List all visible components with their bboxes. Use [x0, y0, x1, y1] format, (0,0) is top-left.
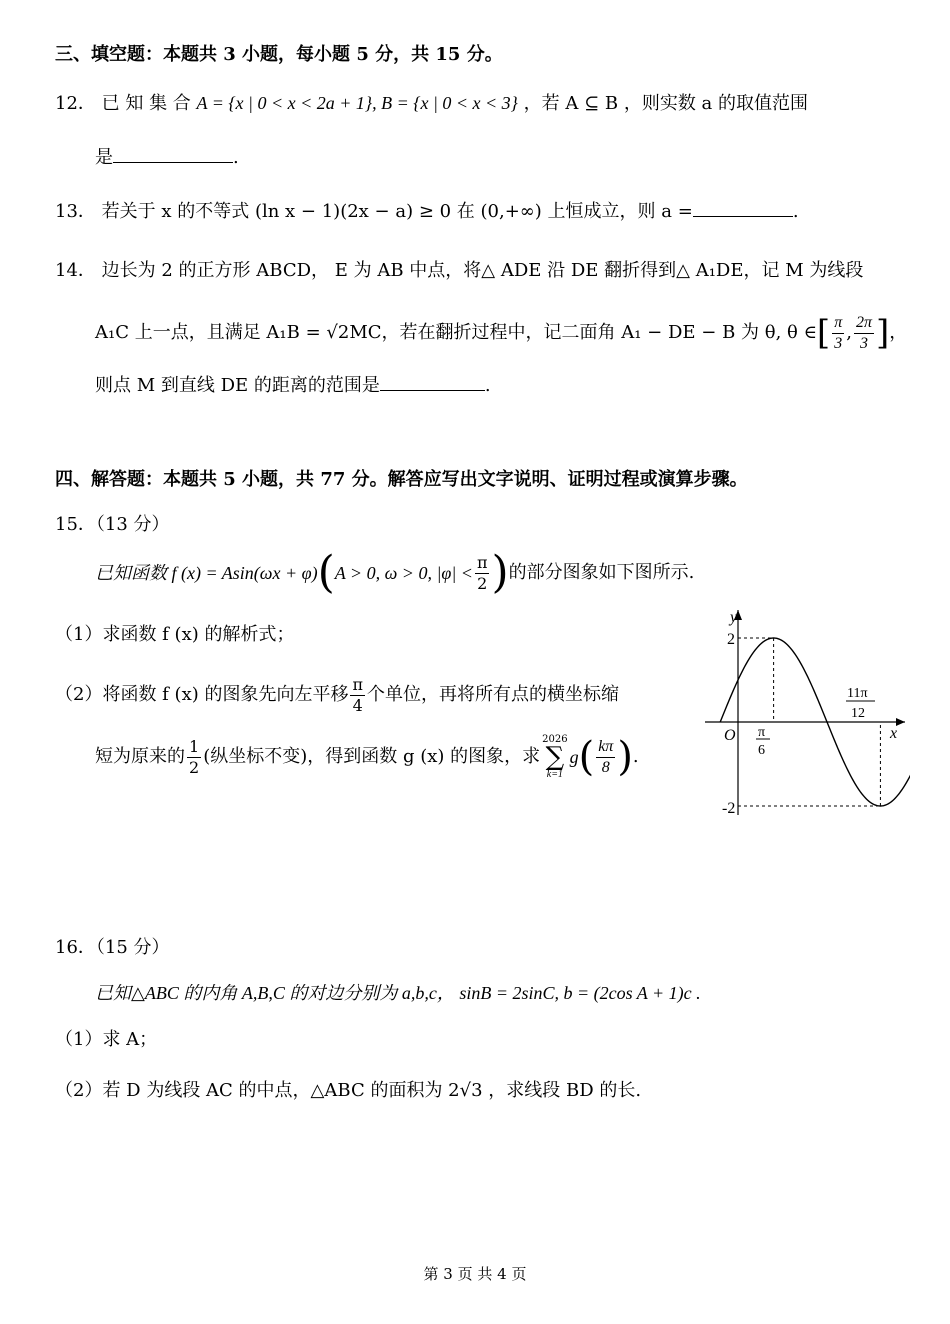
interval-lower-numerator: π — [832, 313, 844, 334]
part2-text-b: 个单位，再将所有点的横坐标缩 — [367, 684, 619, 705]
summation-function: g — [569, 747, 579, 767]
question-14-line2-text: A₁C 上一点，且满足 A₁B = √2MC，若在翻折过程中，记二面角 A₁ − DE − B 为 θ, θ ∈ — [95, 322, 817, 343]
question-12-condition: ，若 A ⊆ B ，则实数 a 的取值范围 — [523, 93, 808, 114]
question-15-part2-line1 — [55, 672, 619, 718]
scale-fraction — [187, 737, 201, 778]
y-axis-label: y — [730, 609, 738, 626]
question-15-intro-end: 的部分图象如下图所示. — [508, 562, 695, 583]
question-15-part2-line2 — [95, 730, 639, 784]
shift-numerator: π — [352, 674, 363, 694]
paren-close: ) — [491, 547, 509, 598]
sum-paren-open: ( — [578, 734, 595, 780]
y-min-label: -2 — [722, 800, 736, 817]
phi-bound-numerator: π — [476, 552, 488, 572]
x1-numerator: π — [758, 725, 766, 740]
paren-open: ( — [317, 547, 335, 598]
sine-graph — [700, 600, 910, 825]
interval-separator: , — [846, 322, 852, 343]
summation — [542, 734, 567, 780]
part2-text-d: (纵坐标不变)，得到函数 g (x) 的图象，求 — [203, 746, 541, 767]
question-14-number: 14． — [55, 260, 96, 281]
summation-lower: k=1 — [546, 769, 563, 780]
origin-label: O — [724, 727, 736, 744]
question-13-end: . — [792, 201, 799, 222]
answer-blank-13[interactable] — [693, 198, 793, 217]
interval-upper-denominator: 3 — [859, 334, 868, 352]
x2-denominator: 12 — [851, 706, 865, 721]
shift-denominator: 4 — [352, 695, 363, 715]
question-12-tail: 是 — [95, 147, 113, 168]
y-max-label: 2 — [727, 631, 735, 648]
question-14-line1 — [55, 258, 863, 284]
question-12-end: . — [233, 147, 239, 168]
sum-paren-close: ) — [617, 734, 633, 780]
sum-argument-numerator: kπ — [596, 737, 615, 758]
function-definition: 已知函数 f (x) = Asin(ωx + φ) — [95, 563, 318, 583]
function-conditions: A > 0, ω > 0, |φ| < — [334, 563, 473, 583]
interval-lower-denominator: 3 — [834, 334, 843, 352]
summation-sigma: ∑ — [545, 742, 565, 772]
part2-text-c: 短为原来的 — [95, 746, 185, 767]
interval-open-bracket: [ — [816, 313, 831, 353]
section-4-heading: 四、解答题：本题共 5 小题，共 77 分。解答应写出文字说明、证明过程或演算步骤。 — [55, 469, 748, 490]
question-15-intro — [95, 548, 694, 598]
question-16-part2: （2）若 D 为线段 AC 的中点，△ABC 的面积为 2√3 ，求线段 BD 的长. — [55, 1080, 642, 1101]
question-14-line2 — [95, 305, 907, 361]
x-axis-label: x — [890, 725, 898, 742]
part2-end: . — [632, 746, 639, 767]
question-13 — [55, 198, 799, 225]
scale-denominator: 2 — [189, 757, 200, 777]
shift-fraction — [350, 675, 365, 716]
question-12-line1 — [55, 90, 910, 117]
question-12-sets: A = {x | 0 < x < 2a + 1}, B = {x | 0 < x < 3} — [196, 93, 518, 113]
phi-bound-denominator: 2 — [477, 573, 488, 593]
question-16-part1: （1）求 A； — [55, 1029, 158, 1050]
section-3-heading: 三、填空题：本题共 3 小题，每小题 5 分，共 15 分。 — [55, 44, 503, 65]
question-14-line1-text: 边长为 2 的正方形 ABCD， E 为 AB 中点，将△ ADE 沿 DE 翻折得到△ A₁DE，记 M 为线段 — [101, 260, 864, 281]
answer-blank-14[interactable] — [380, 372, 485, 391]
page-footer: 第 3 页 共 4 页 — [423, 1265, 527, 1283]
x1-denominator: 6 — [758, 743, 765, 758]
interval-upper-fraction — [854, 313, 874, 354]
question-14-line2-end: ， — [889, 322, 908, 343]
phi-bound-fraction — [475, 553, 490, 594]
x2-numerator: 11π — [847, 686, 868, 701]
question-12-number: 12． — [55, 93, 96, 114]
question-14-line3 — [95, 372, 491, 399]
question-16-intro: 已知△ABC 的内角 A,B,C 的对边分别为 a,b,c， sinB = 2sinC, b = (2cos A + 1)c . — [95, 983, 701, 1003]
question-12-lead: 已 知 集 合 — [101, 93, 191, 114]
question-14-end: . — [484, 375, 491, 396]
x-axis-arrow — [896, 718, 905, 726]
sum-argument-denominator: 8 — [601, 758, 610, 776]
sum-argument-fraction — [596, 737, 615, 778]
question-15-part1: （1）求函数 f (x) 的解析式； — [55, 624, 295, 645]
answer-blank-12[interactable] — [113, 144, 233, 163]
question-16-number: 16．（15 分） — [55, 937, 170, 958]
summation-upper: 2026 — [542, 734, 568, 745]
question-12-line2 — [95, 144, 239, 171]
scale-numerator: 1 — [189, 736, 200, 756]
interval-upper-numerator: 2π — [854, 313, 874, 334]
interval-lower-fraction — [832, 313, 844, 354]
question-15-number: 15．（13 分） — [55, 514, 170, 535]
interval-close-bracket: ] — [875, 313, 890, 353]
question-13-number: 13． — [55, 201, 96, 222]
question-14-line3-text: 则点 M 到直线 DE 的距离的范围是 — [95, 375, 380, 396]
part2-text-a: （2）将函数 f (x) 的图象先向左平移 — [55, 684, 349, 705]
question-13-text: 若关于 x 的不等式 (ln x − 1)(2x − a) ≥ 0 在 (0,+∞) 上恒成立，则 a = — [101, 201, 693, 222]
